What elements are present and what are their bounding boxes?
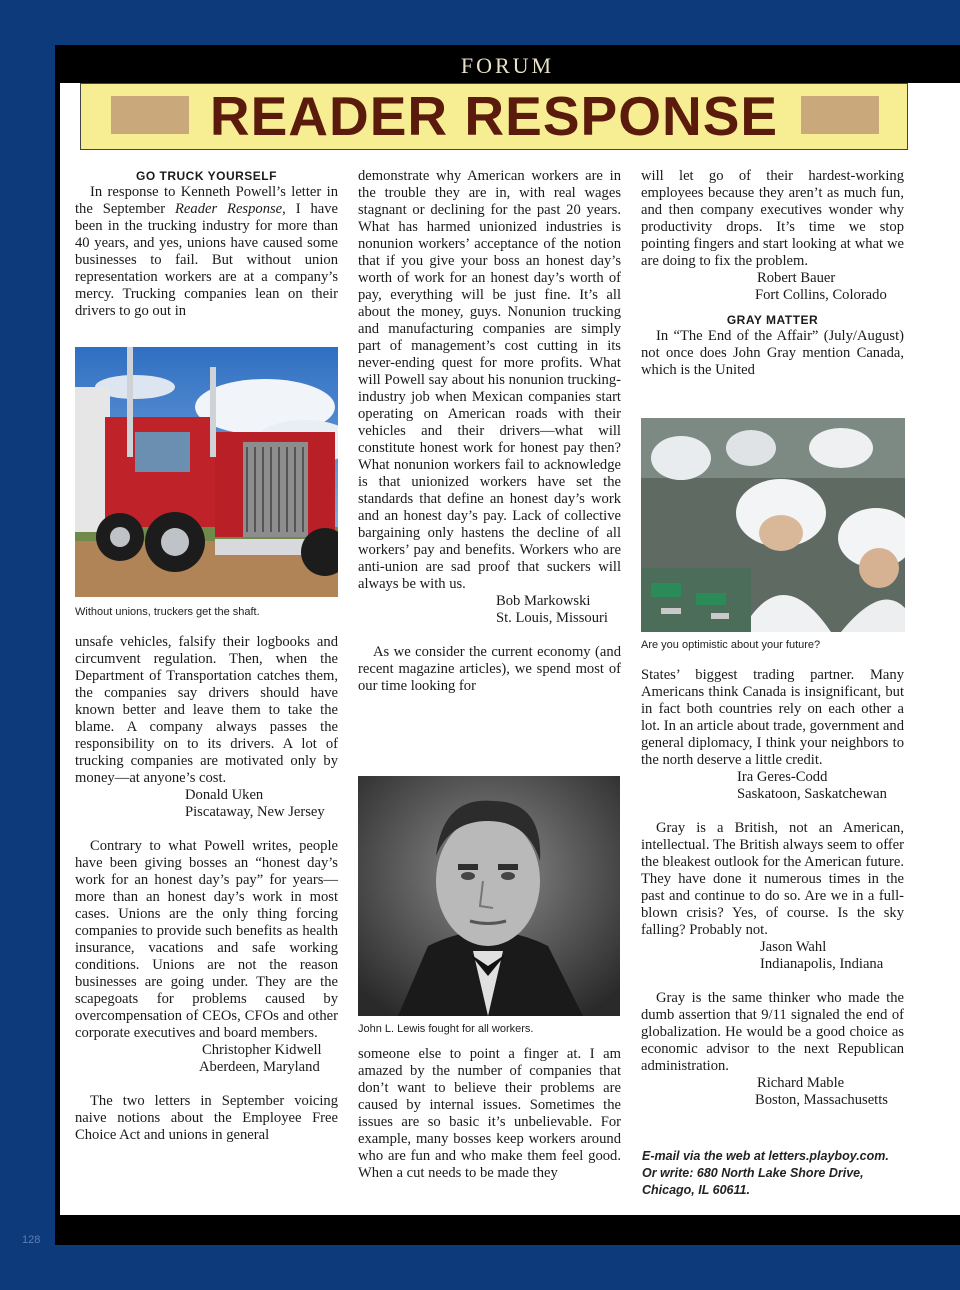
contact-address: Or write: 680 North Lake Shore Drive, [642,1166,864,1180]
contact-info [642,1148,889,1199]
portrait-photo [358,776,620,1016]
signature-place: St. Louis, Missouri [496,610,608,626]
column-2-continued [358,1046,621,1182]
title-banner [80,83,908,150]
page-title: READER RESPONSE [209,85,779,147]
signature-name: Richard Mable [757,1075,845,1091]
truck-photo [75,347,338,597]
letter-paragraph: In “The End of the Affair” (July/August) not once does John Gray mention Canada, which is the United [641,328,904,378]
signature-place: Aberdeen, Maryland [199,1059,320,1075]
section-label: FORUM [460,53,555,78]
letter-paragraph: someone else to point a finger at. I am amazed by the number of companies that don’t want to believe their problems are caused by internal issues. Sometimes the issues are so basic it’s unbelievable. For example, many bosses keep workers around who are fun and who make them feel good. When a cut needs to be made they [358,1046,621,1181]
letter-heading: GO TRUCK YOURSELF [136,169,277,183]
letter-paragraph: States’ biggest trading partner. Many Americans think Canada is insignificant, but in fact both countries rely on each other a lot. In an article about trade, government and general diplomacy, I think your neighbors to the north deserve a little credit. [641,667,904,768]
truck-caption: Without unions, truckers get the shaft. [75,606,260,618]
signature-name: Bob Markowski [496,593,591,609]
portrait-image [358,776,620,1016]
letter-paragraph: Gray is the same thinker who made the dumb assertion that 9/11 signaled the end of globalization. He would be a good choice as economic advisor to the next Republican administration. [641,990,904,1074]
letter-paragraph: demonstrate why American workers are in the trouble they are in, with real wages stagnant or declining for the past 20 years. What has harmed unionized industries is nonunion workers’ acceptance of the notion that if you give your boss an honest day’s worth of work for an honest day’s worth of pay, everything will be just fine. It’s all about the money, guys. Nonunion trucking and manufacturing companies are simply part of management’s cost cutting in its never-ending quest for more profits. What will Powell say about his nonunion trucking-industry job when Mexican companies start operating on American roads with their vehicles and their drivers—what will constitute honest work for honest pay then? What nonunion workers fail to acknowledge is that unionized workers have set the standards that define an honest day’s work and an honest day’s pay. Lack of collective bargaining only hastens the decline of all workers’ pay and benefits. Workers who are anti-union are sad proof that suckers will always be with us. [358,168,621,592]
portrait-caption: John L. Lewis fought for all workers. [358,1023,534,1035]
letter-paragraph: As we consider the current economy (and recent magazine articles), we spend most of our time looking for [358,644,621,694]
page-number: 128 [22,1234,41,1246]
column-3-continued [641,667,904,1109]
signature-name: Christopher Kidwell [202,1042,322,1058]
letter-paragraph: unsafe vehicles, falsify their logbooks and circumvent regulation. Then, when the Department of Transportation catches them, the companies say drivers should have known better and leave them to take the blame. A company always passes the responsibility on to its drivers. A lot of trucking companies are motivated only by money—at anyone’s cost. [75,634,338,786]
column-3 [641,168,904,379]
column-2 [358,168,621,695]
letter-paragraph: Contrary to what Powell writes, people have been giving bosses an “honest day’s work for an honest day’s pay” for years—more than an honest day’s work in most cases. Unions are the only thing forcing companies to provide such benefits as health insurance, vacations and safe working conditions. Unions are not the reason businesses are going under. They are the scapegoats for problems caused by overcompensation of CEOs, CFOs and other corporate executives and board members. [75,838,338,1041]
signature-place: Boston, Massachusetts [755,1092,888,1108]
signature-name: Jason Wahl [760,939,827,955]
letter-paragraph: Gray is a British, not an American, intellectual. The British always seem to offer the bleakest outlook for the American future. They have done it numerous times in the past and continue to do so. Are we in a full-blown crisis? Yes, of course. Is the sky falling? Probably not. [641,820,904,938]
signature-place: Piscataway, New Jersey [185,804,325,820]
factory-image [641,418,905,632]
signature-name: Ira Geres-Codd [737,769,828,785]
factory-photo [641,418,905,632]
factory-caption: Are you optimistic about your future? [641,639,821,651]
contact-web-link[interactable]: E-mail via the web at letters.playboy.com. [642,1149,889,1163]
letter-heading: GRAY MATTER [726,313,819,327]
column-1 [75,168,338,320]
banner-right-bar [801,96,879,134]
signature-place: Indianapolis, Indiana [760,956,884,972]
signature-name: Robert Bauer [757,270,836,286]
contact-city: Chicago, IL 60611. [642,1183,750,1197]
letter-paragraph: The two letters in September voicing naive notions about the Employee Free Choice Act and unions in general [75,1093,338,1143]
signature-name: Donald Uken [185,787,264,803]
signature-place: Fort Collins, Colorado [755,287,887,303]
letter-paragraph: will let go of their hardest-working employees because they aren’t as much fun, and then company executives wonder why productivity drops. It’s time we stop pointing fingers and start looking at what we are doing to fix the problem. [641,168,904,269]
signature-place: Saskatoon, Saskatchewan [737,786,887,802]
truck-image [75,347,338,597]
column-1-continued [75,634,338,1144]
letter-paragraph: In response to Kenneth Powell’s letter in the September Reader Response, I have been in the trucking industry for more than 40 years, and yes, unions have caused some businesses to fail. But without union representation workers are at a company’s mercy. Trucking companies lean on their drivers to go out in [75,184,338,319]
